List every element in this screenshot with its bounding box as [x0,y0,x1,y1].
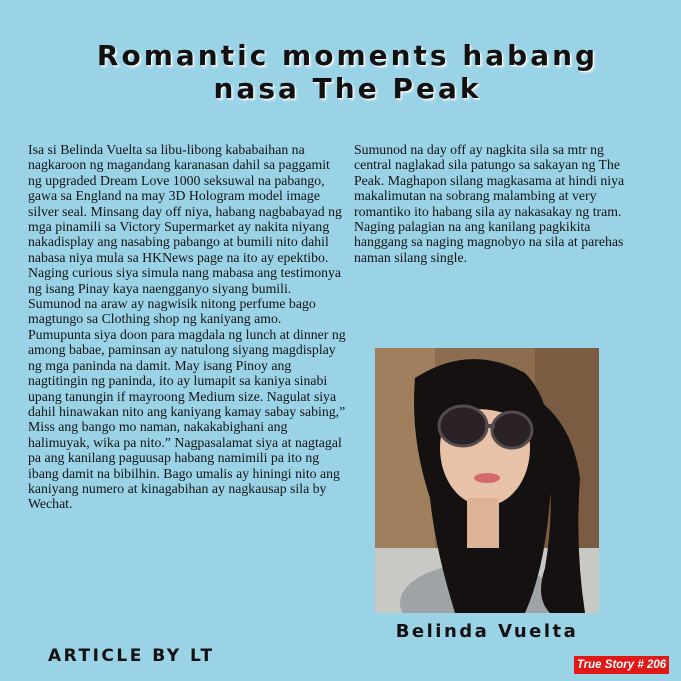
portrait-photo [375,348,599,613]
true-story-badge: True Story # 206 [574,656,669,674]
article-column-right [354,142,626,265]
photo-caption: Belinda Vuelta [395,621,579,642]
portrait-illustration [375,348,599,613]
page-title: Romantic moments habang nasa The Peak [96,39,599,105]
article-paragraph: Isa si Belinda Vuelta sa libu-libong kababaihan na nagkaroon ng magandang karanasan dahil sa paggamit ng upgraded Dream Love 1000 seksuwal na pabango, gawa sa England na may 3D Hologram model image silver seal. Minsang day off niya, habang nagbabayad ng mga pinamili sa Victory Supermarket ay nakita niyang nakadisplay ang nasabing pabango at bumili nito dahil nabasa niya mula sa HKNews page na ito ay epektibo. Naging curious siya simula nang mabasa ang testimonya ng isang Pinay kaya naengganyo siyang bumili. [28,142,342,296]
article-column-left [28,142,346,512]
article-paragraph: Sumunod na araw ay nagwisik nitong perfume bago magtungo sa Clothing shop ng kaniyang amo. Pumupunta siya doon para magdala ng lunch at dinner ng among babae, paminsan ay natulong siyang magdisplay ng mga paninda na damit. May isang Pinoy ang nagtitingin ng paninda, ito ay lumapit sa kaniya sinabi upang tanungin if mayroong Medium size. Nagulat siya dahil hinawakan nito ang kaniyang kamay sabay sabing,” Miss ang bango mo naman, nakakabighani ang halimuyak, wika pa nito.” Nagpasalamat siya at nagtagal pa ang kanilang paguusap habang namimili pa ito ng ibang damit na bibilhin. Bago umalis ay hiningi nito ang kaniyang numero at kinagabihan ay nagkausap sila by Wechat. [28,296,346,512]
article-byline: ARTICLE BY LT [48,646,215,666]
article-paragraph: Sumunod na day off ay nagkita sila sa mtr ng central naglakad sila patungo sa sakayan ng The Peak. Maghapon silang magkasama at hindi niya makalimutan na sobrang malambing at very romantiko ito habang sila ay nakasakay ng tram. Naging palagian na ang kanilang pagkikita hanggang sa naging magnobyo na sila at parehas naman silang single. [354,142,625,265]
